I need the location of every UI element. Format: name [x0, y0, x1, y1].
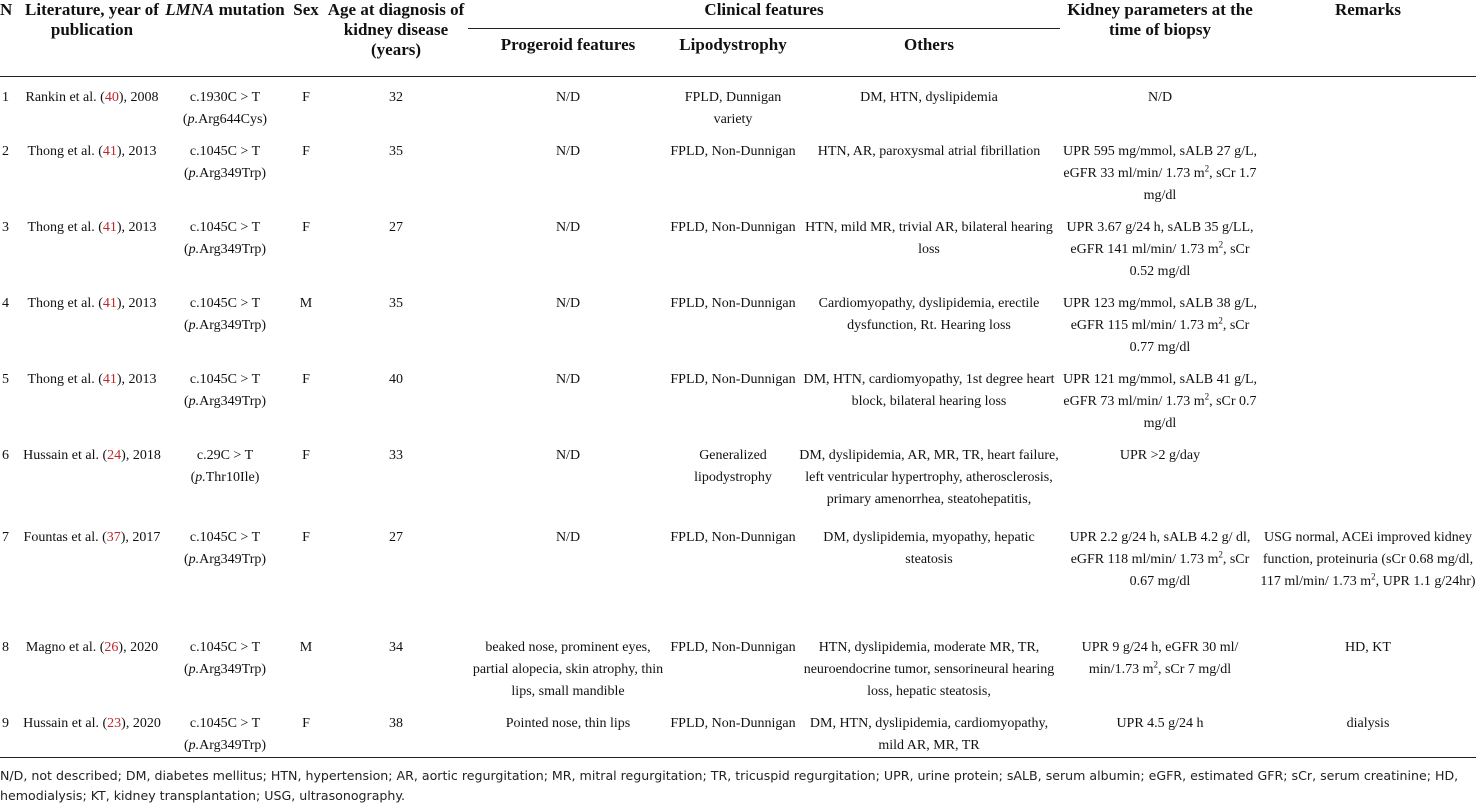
progeroid-cell: Pointed nose, thin lips [505, 715, 631, 731]
others-cell: HTN, dyslipidemia, moderate MR, TR, neuroendocrine tumor, sensorineural hearing loss, hepatic steatosis, [803, 639, 1055, 699]
literature-cell: Hussain et al. (24), 2018 [23, 447, 161, 463]
literature-cell: Magno et al. (26), 2020 [25, 639, 159, 655]
reference-link[interactable]: 40 [104, 89, 119, 105]
row-number: 5 [2, 371, 9, 387]
header-remarks: Remarks [1260, 0, 1476, 76]
kidney-cell: UPR 121 mg/mmol, sALB 41 g/L, eGFR 73 ml/min/ 1.73 $m^2$, sCr 0.7 mg/dl [1062, 371, 1258, 431]
lipodystrophy-cell: FPLD, Non-Dunnigan [670, 639, 796, 655]
kidney-cell: UPR 3.67 g/24 h, sALB 35 g/LL, eGFR 141 ml/min/ 1.73 $m^2$, sCr 0.52 mg/dl [1066, 219, 1254, 279]
header-clinical-features: Clinical features [468, 0, 1060, 28]
age-cell: 33 [389, 447, 403, 463]
remarks-cell: USG normal, ACEi improved kidney function, proteinuria (sCr 0.68 mg/dl, 117 ml/min/ 1.73 $m^2$, UPR 1.1 g/24hr) [1260, 529, 1476, 589]
literature-cell: Rankin et al. (40), 2008 [25, 89, 159, 105]
table-row [0, 627, 1476, 703]
age-cell: 38 [389, 715, 403, 731]
reference-link[interactable]: 41 [102, 295, 117, 311]
kidney-cell: UPR 123 mg/mmol, sALB 38 g/L, eGFR 115 ml/min/ 1.73 $m^2$, sCr 0.77 mg/dl [1062, 295, 1258, 355]
progeroid-cell: beaked nose, prominent eyes, partial alopecia, skin atrophy, thin lips, small mandible [472, 639, 664, 699]
remarks-cell [1260, 435, 1476, 517]
header-age: Age at diagnosis of kidney disease (years) [324, 0, 468, 76]
others-cell: DM, HTN, cardiomyopathy, 1st degree heart block, bilateral hearing loss [803, 371, 1055, 409]
age-cell: 27 [389, 219, 403, 235]
table-row [0, 76, 1476, 131]
age-cell: 35 [389, 143, 403, 159]
mutation-cell: c.1045C > T (p.Arg349Trp) [183, 143, 267, 181]
remarks-cell: dialysis [1346, 715, 1390, 731]
sex-cell: F [302, 447, 310, 463]
lipodystrophy-cell: FPLD, Dunnigan variety [684, 89, 782, 127]
table-row [0, 283, 1476, 359]
others-cell: HTN, AR, paroxysmal atrial fibrillation [817, 143, 1041, 159]
others-cell: DM, dyslipidemia, AR, MR, TR, heart failure, left ventricular hypertrophy, atherosclerosis, primary amenorrhea, steatohepatitis, [799, 447, 1059, 507]
sex-cell: M [299, 295, 313, 311]
progeroid-cell: N/D [555, 295, 581, 311]
sex-cell: F [302, 529, 310, 545]
mutation-cell: c.1045C > T (p.Arg349Trp) [183, 295, 267, 333]
row-number: 1 [2, 89, 9, 105]
reference-link[interactable]: 37 [106, 529, 121, 545]
literature-cell: Hussain et al. (23), 2020 [23, 715, 161, 731]
row-number: 4 [2, 295, 9, 311]
header-others: Others [798, 28, 1060, 76]
progeroid-cell: N/D [555, 447, 581, 463]
header-literature: Literature, year of publication [22, 0, 162, 76]
reference-link[interactable]: 23 [107, 715, 122, 731]
mutation-cell: c.1045C > T (p.Arg349Trp) [183, 639, 267, 677]
mutation-cell: c.29C > T (p.Thr10Ile) [190, 447, 260, 485]
age-cell: 40 [389, 371, 403, 387]
header-n: N [0, 0, 22, 76]
sex-cell: M [299, 639, 313, 655]
table-row [0, 131, 1476, 207]
kidney-cell: UPR 595 mg/mmol, sALB 27 g/L, eGFR 33 ml/min/ 1.73 $m^2$, sCr 1.7 mg/dl [1062, 143, 1258, 203]
kidney-cell: N/D [1147, 89, 1173, 105]
header-mutation: LMNA mutation [162, 0, 288, 76]
literature-cell: Fountas et al. (37), 2017 [23, 529, 161, 545]
progeroid-cell: N/D [555, 529, 581, 545]
others-cell: Cardiomyopathy, dyslipidemia, erectile dysfunction, Rt. Hearing loss [818, 295, 1040, 333]
others-cell: DM, HTN, dyslipidemia, cardiomyopathy, mild AR, MR, TR [809, 715, 1049, 753]
row-number: 2 [2, 143, 9, 159]
table-row [0, 517, 1476, 627]
lipodystrophy-cell: FPLD, Non-Dunnigan [670, 295, 796, 311]
reference-link[interactable]: 26 [104, 639, 119, 655]
kidney-cell: UPR >2 g/day [1119, 447, 1201, 463]
lipodystrophy-cell: FPLD, Non-Dunnigan [670, 219, 796, 235]
header-progeroid: Progeroid features [468, 28, 668, 76]
row-number: 3 [2, 219, 9, 235]
table-row [0, 703, 1476, 757]
kidney-cell: UPR 9 g/24 h, eGFR 30 ml/ min/1.73 $m^2$, sCr 7 mg/dl [1081, 639, 1239, 677]
progeroid-cell: N/D [555, 219, 581, 235]
age-cell: 34 [389, 639, 403, 655]
kidney-cell: UPR 2.2 g/24 h, sALB 4.2 g/ dl, eGFR 118 ml/min/ 1.73 $m^2$, sCr 0.67 mg/dl [1069, 529, 1251, 589]
lipodystrophy-cell: FPLD, Non-Dunnigan [670, 371, 796, 387]
sex-cell: F [302, 715, 310, 731]
sex-cell: F [302, 143, 310, 159]
row-number: 6 [2, 447, 9, 463]
reference-link[interactable]: 41 [102, 219, 117, 235]
header-kidney-parameters: Kidney parameters at the time of biopsy [1060, 0, 1260, 76]
remarks-cell [1260, 131, 1476, 207]
remarks-cell [1260, 283, 1476, 359]
age-cell: 32 [389, 89, 403, 105]
row-number: 8 [2, 639, 9, 655]
mutation-cell: c.1045C > T (p.Arg349Trp) [183, 371, 267, 409]
lipodystrophy-cell: FPLD, Non-Dunnigan [670, 715, 796, 731]
literature-cell: Thong et al. (41), 2013 [27, 295, 157, 311]
lipodystrophy-cell: FPLD, Non-Dunnigan [670, 529, 796, 545]
reference-link[interactable]: 24 [107, 447, 122, 463]
literature-cell: Thong et al. (41), 2013 [27, 143, 157, 159]
remarks-cell [1260, 76, 1476, 131]
others-cell: HTN, mild MR, trivial AR, bilateral hearing loss [805, 219, 1053, 257]
header-sex: Sex [288, 0, 324, 76]
mutation-cell: c.1045C > T (p.Arg349Trp) [183, 529, 267, 567]
sex-cell: F [302, 371, 310, 387]
header-lipodystrophy: Lipodystrophy [668, 28, 798, 76]
table-row [0, 359, 1476, 435]
others-cell: DM, HTN, dyslipidemia [860, 89, 998, 105]
row-number: 7 [2, 529, 9, 545]
lipodystrophy-cell: FPLD, Non-Dunnigan [670, 143, 796, 159]
reference-link[interactable]: 41 [102, 143, 117, 159]
row-number: 9 [2, 715, 9, 731]
progeroid-cell: N/D [555, 371, 581, 387]
remarks-cell [1260, 359, 1476, 435]
table-row [0, 435, 1476, 517]
kidney-cell: UPR 4.5 g/24 h [1116, 715, 1204, 731]
mutation-cell: c.1930C > T (p.Arg644Cys) [182, 89, 268, 127]
others-cell: DM, dyslipidemia, myopathy, hepatic steatosis [823, 529, 1035, 567]
sex-cell: F [302, 219, 310, 235]
reference-link[interactable]: 41 [102, 371, 117, 387]
mutation-cell: c.1045C > T (p.Arg349Trp) [183, 715, 267, 753]
lipodystrophy-cell: Generalized lipodystrophy [694, 447, 772, 485]
sex-cell: F [302, 89, 310, 105]
literature-cell: Thong et al. (41), 2013 [27, 371, 157, 387]
progeroid-cell: N/D [555, 89, 581, 105]
remarks-cell: HD, KT [1345, 639, 1391, 655]
mutation-cell: c.1045C > T (p.Arg349Trp) [183, 219, 267, 257]
literature-cell: Thong et al. (41), 2013 [27, 219, 157, 235]
table-row [0, 207, 1476, 283]
progeroid-cell: N/D [555, 143, 581, 159]
remarks-cell [1260, 207, 1476, 283]
table-footnote: N/D, not described; DM, diabetes mellitus; HTN, hypertension; AR, aortic regurgitation; MR, mitral regurgitation; TR, tricuspid regurgitation; UPR, urine protein; sALB, serum albumin; eGFR, estimated GFR; sCr, serum creatinine; HD, hemodialysis; KT, kidney transplantation; USG, ultrasonography. [0, 757, 1476, 805]
age-cell: 27 [389, 529, 403, 545]
age-cell: 35 [389, 295, 403, 311]
